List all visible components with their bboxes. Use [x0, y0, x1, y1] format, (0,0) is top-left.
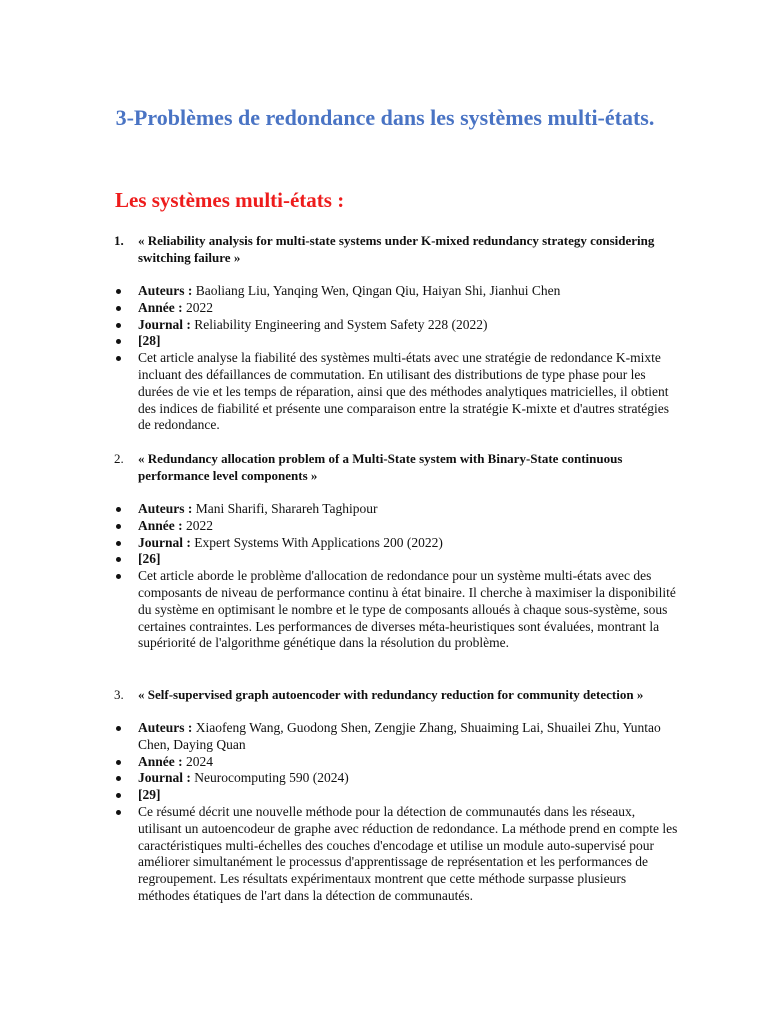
year-value: 2022 [186, 517, 213, 533]
authors-label: Auteurs : [138, 720, 193, 735]
bullet-icon [116, 289, 121, 294]
list-item [0, 754, 678, 771]
section-title: Les systèmes multi-états : [115, 188, 345, 212]
list-item [0, 350, 678, 434]
bullet-icon [116, 339, 121, 344]
reference-tag: [26] [138, 551, 161, 567]
journal-label: Journal : [138, 534, 191, 550]
year-value: 2022 [186, 299, 213, 315]
article-heading [0, 686, 768, 703]
article-number: 2. [114, 451, 124, 466]
article-title: « Reliability analysis for multi-state systems under K-mixed redundancy strategy considering switching failure » [138, 233, 655, 265]
list-item [0, 283, 678, 300]
journal-value: Expert Systems With Applications 200 (2022) [194, 534, 443, 550]
year-label: Année : [138, 753, 183, 769]
authors-value: Baoliang Liu, Yanqing Wen, Qingan Qiu, Haiyan Shi, Jianhui Chen [195, 283, 561, 298]
bullet-icon [116, 356, 121, 361]
list-item [0, 720, 678, 754]
authors-value: Mani Sharifi, Sharareh Taghipour [195, 501, 378, 516]
bullet-icon [116, 306, 121, 311]
journal-value: Reliability Engineering and System Safety 228 (2022) [194, 316, 488, 332]
article-3 [0, 686, 768, 905]
year-value: 2024 [186, 753, 213, 769]
year-label: Année : [138, 299, 183, 315]
list-item [0, 518, 678, 535]
authors-label: Auteurs : [138, 283, 193, 298]
bullet-icon [116, 323, 121, 328]
article-number: 3. [114, 687, 124, 702]
list-item [0, 501, 678, 518]
reference-tag: [29] [138, 787, 161, 803]
journal-label: Journal : [138, 770, 191, 786]
bullet-icon [116, 793, 121, 798]
list-item [0, 770, 678, 787]
list-item [0, 568, 678, 652]
year-label: Année : [138, 517, 183, 533]
list-item [0, 300, 678, 317]
article-1 [0, 232, 768, 434]
article-details [0, 501, 768, 652]
list-item [0, 333, 678, 350]
list-item [0, 787, 678, 804]
bullet-icon [116, 776, 121, 781]
list-item [0, 317, 678, 334]
bullet-icon [116, 507, 121, 512]
article-2 [0, 450, 768, 652]
article-title: « Redundancy allocation problem of a Multi-State system with Binary-State continuous performance level components » [138, 451, 623, 483]
article-heading [0, 232, 768, 266]
bullet-icon [116, 541, 121, 546]
bullet-icon [116, 760, 121, 765]
authors-label: Auteurs : [138, 501, 193, 516]
article-summary: Ce résumé décrit une nouvelle méthode pour la détection de communautés dans les réseaux, utilisant un autoencodeur de graphe avec réduction de redondance. La méthode prend en compte les caractéristiques multi-échelles des couches d'encodage et utilise un module auto-supervisé pour améliorer simultanément le processus d'apprentissage de représentation et les performances de regroupement. Les résultats expérimentaux montrent que cette méthode surpasse plusieurs méthodes étatiques de l'art dans la détection de communautés. [138, 803, 678, 903]
article-heading [0, 450, 768, 484]
list-item [0, 551, 678, 568]
list-item [0, 535, 678, 552]
article-details [0, 283, 768, 434]
bullet-icon [116, 574, 121, 579]
bullet-icon [116, 726, 121, 731]
article-details [0, 720, 768, 905]
list-item [0, 804, 678, 905]
article-number: 1. [114, 233, 124, 248]
authors-value: Xiaofeng Wang, Guodong Shen, Zengjie Zhang, Shuaiming Lai, Shuailei Zhu, Yuntao Chen, Daying Quan [138, 720, 661, 752]
article-summary: Cet article analyse la fiabilité des systèmes multi-états avec une stratégie de redondance K-mixte incluant des défaillances de commutation. En utilisant des distributions de type phase pour les durées de vie et les temps de réparation, ainsi que des méthodes analytiques matricielles, il obtient des indices de fiabilité et présente une comparaison entre la stratégie K-mixte et d'autres stratégies de redondance. [138, 350, 669, 433]
journal-label: Journal : [138, 316, 191, 332]
reference-tag: [28] [138, 333, 161, 349]
article-summary: Cet article aborde le problème d'allocation de redondance pour un système multi-états avec des composants de niveau de performance continu à état binaire. Il cherche à maximiser la disponibilité du système en optimisant le nombre et le type de composants alloués à chaque sous-système, sous certaines contraintes. Les performances de diverses méta-heuristiques sont évaluées, montrant la supériorité de l'algorithme génétique dans la résolution du problème. [138, 568, 676, 651]
bullet-icon [116, 524, 121, 529]
journal-value: Neurocomputing 590 (2024) [194, 770, 349, 786]
bullet-icon [116, 557, 121, 562]
article-title: « Self-supervised graph autoencoder with redundancy reduction for community detection » [138, 687, 644, 702]
bullet-icon [116, 810, 121, 815]
page-title: 3-Problèmes de redondance dans les systèmes multi-états. [115, 105, 655, 130]
